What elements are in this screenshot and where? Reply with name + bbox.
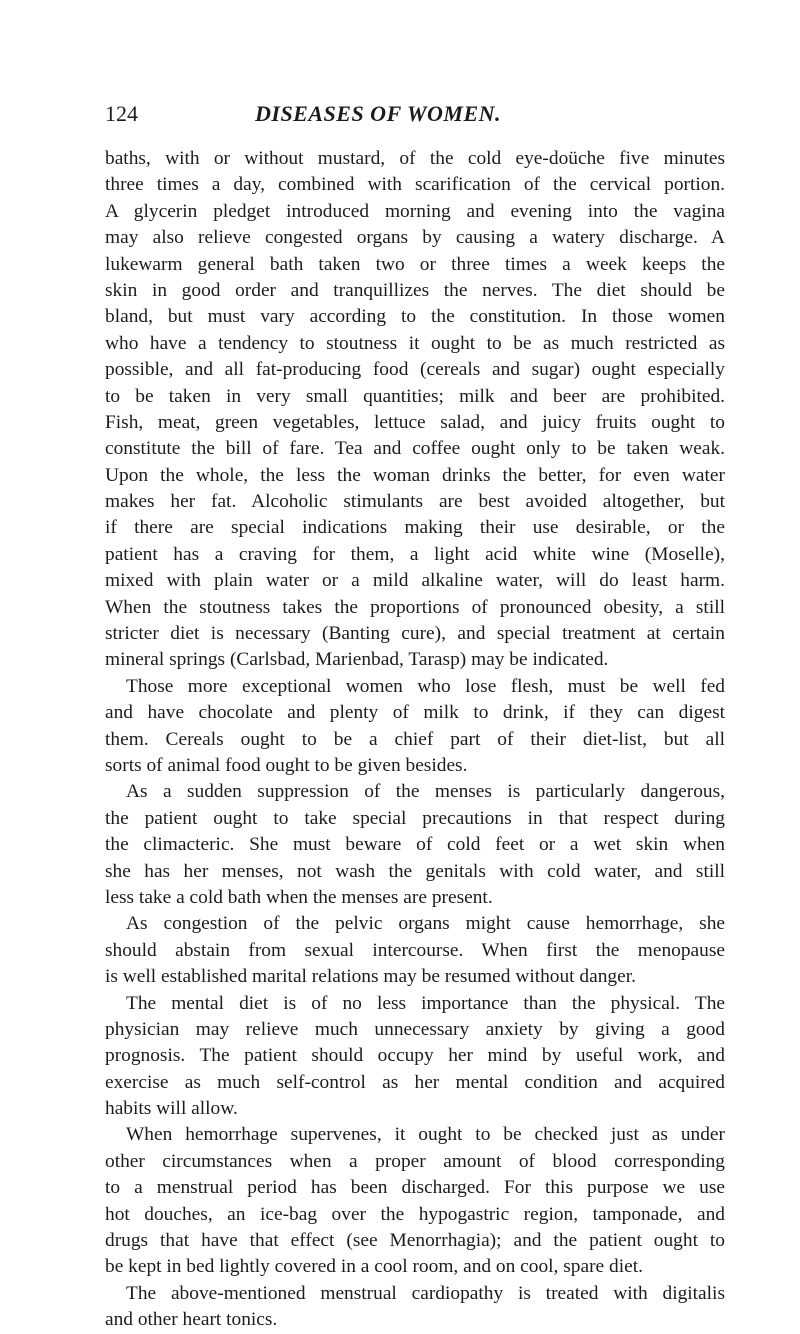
text-line: physician may relieve much unnecessary anxiety by giving a good (105, 1018, 725, 1040)
text-line: exercise as much self-control as her mental condition and acquired (105, 1071, 725, 1093)
text-line: habits will allow. (105, 1098, 238, 1120)
page-number: 124 (105, 101, 138, 126)
text-line: The mental diet is of no less importance than the physical. The (126, 992, 725, 1014)
text-line: may also relieve congested organs by causing a watery discharge. A (105, 227, 725, 249)
text-line: the patient ought to take special precautions in that respect during (105, 807, 725, 829)
text-line: mixed with plain water or a mild alkaline water, will do least harm. (105, 570, 725, 592)
text-line: sorts of animal food ought to be given besides. (105, 754, 468, 776)
text-line: Upon the whole, the less the woman drinks the better, for even water (105, 464, 725, 486)
text-line: mineral springs (Carlsbad, Marienbad, Tarasp) may be indicated. (105, 649, 609, 671)
text-line: drugs that have that effect (see Menorrhagia); and the patient ought to (105, 1230, 725, 1252)
text-line: bland, but must vary according to the constitution. In those women (105, 306, 725, 328)
text-line: Fish, meat, green vegetables, lettuce salad, and juicy fruits ought to (105, 411, 725, 433)
text-line: to be taken in very small quantities; milk and beer are prohibited. (105, 385, 725, 407)
page-header (105, 99, 725, 129)
text-line: other circumstances when a proper amount of blood corresponding (105, 1150, 725, 1172)
text-line: who have a tendency to stoutness it ought to be as much restricted as (105, 332, 725, 354)
text-line: should abstain from sexual intercourse. When first the menopause (105, 939, 725, 961)
text-line: be kept in bed lightly covered in a cool room, and on cool, spare diet. (105, 1256, 643, 1278)
text-line: the climacteric. She must beware of cold feet or a wet skin when (105, 834, 725, 856)
running-head: DISEASES OF WOMEN. (255, 101, 502, 126)
body-text (105, 146, 725, 1334)
text-line: When hemorrhage supervenes, it ought to be checked just as under (126, 1124, 725, 1146)
text-line: three times a day, combined with scarification of the cervical portion. (105, 174, 725, 196)
text-line: and have chocolate and plenty of milk to drink, if they can digest (105, 702, 725, 724)
text-line: baths, with or without mustard, of the cold eye-doüche five minutes (105, 148, 725, 169)
text-line: skin in good order and tranquillizes the nerves. The diet should be (105, 279, 725, 301)
text-line: The above-mentioned menstrual cardiopathy is treated with digitalis (126, 1282, 725, 1304)
text-line: if there are special indications making their use desirable, or the (105, 517, 725, 539)
text-line: possible, and all fat-producing food (cereals and sugar) ought especially (105, 359, 725, 381)
text-line: stricter diet is necessary (Banting cure), and special treatment at certain (105, 623, 725, 645)
text-line: As congestion of the pelvic organs might cause hemorrhage, she (126, 913, 725, 935)
text-line: patient has a craving for them, a light acid white wine (Moselle), (105, 543, 725, 565)
text-line: prognosis. The patient should occupy her mind by useful work, and (105, 1045, 725, 1067)
text-line: is well established marital relations may be resumed without danger. (105, 966, 636, 988)
text-line: and other heart tonics. (105, 1309, 278, 1331)
text-line: When the stoutness takes the proportions of pronounced obesity, a still (105, 596, 725, 618)
text-line: Those more exceptional women who lose flesh, must be well fed (126, 675, 725, 697)
text-line: to a menstrual period has been discharged. For this purpose we use (105, 1177, 725, 1199)
text-line: As a sudden suppression of the menses is particularly dangerous, (126, 781, 725, 803)
text-line: she has her menses, not wash the genitals with cold water, and still (105, 860, 725, 882)
text-line: them. Cereals ought to be a chief part of their diet-list, but all (105, 728, 725, 750)
text-line: makes her fat. Alcoholic stimulants are best avoided altogether, but (105, 491, 725, 513)
text-line: constitute the bill of fare. Tea and coffee ought only to be taken weak. (105, 438, 725, 460)
text-line: hot douches, an ice-bag over the hypogastric region, tamponade, and (105, 1203, 725, 1225)
text-line: lukewarm general bath taken two or three times a week keeps the (105, 253, 725, 275)
text-line: less take a cold bath when the menses are present. (105, 886, 493, 908)
text-line: A glycerin pledget introduced morning and evening into the vagina (105, 200, 725, 222)
